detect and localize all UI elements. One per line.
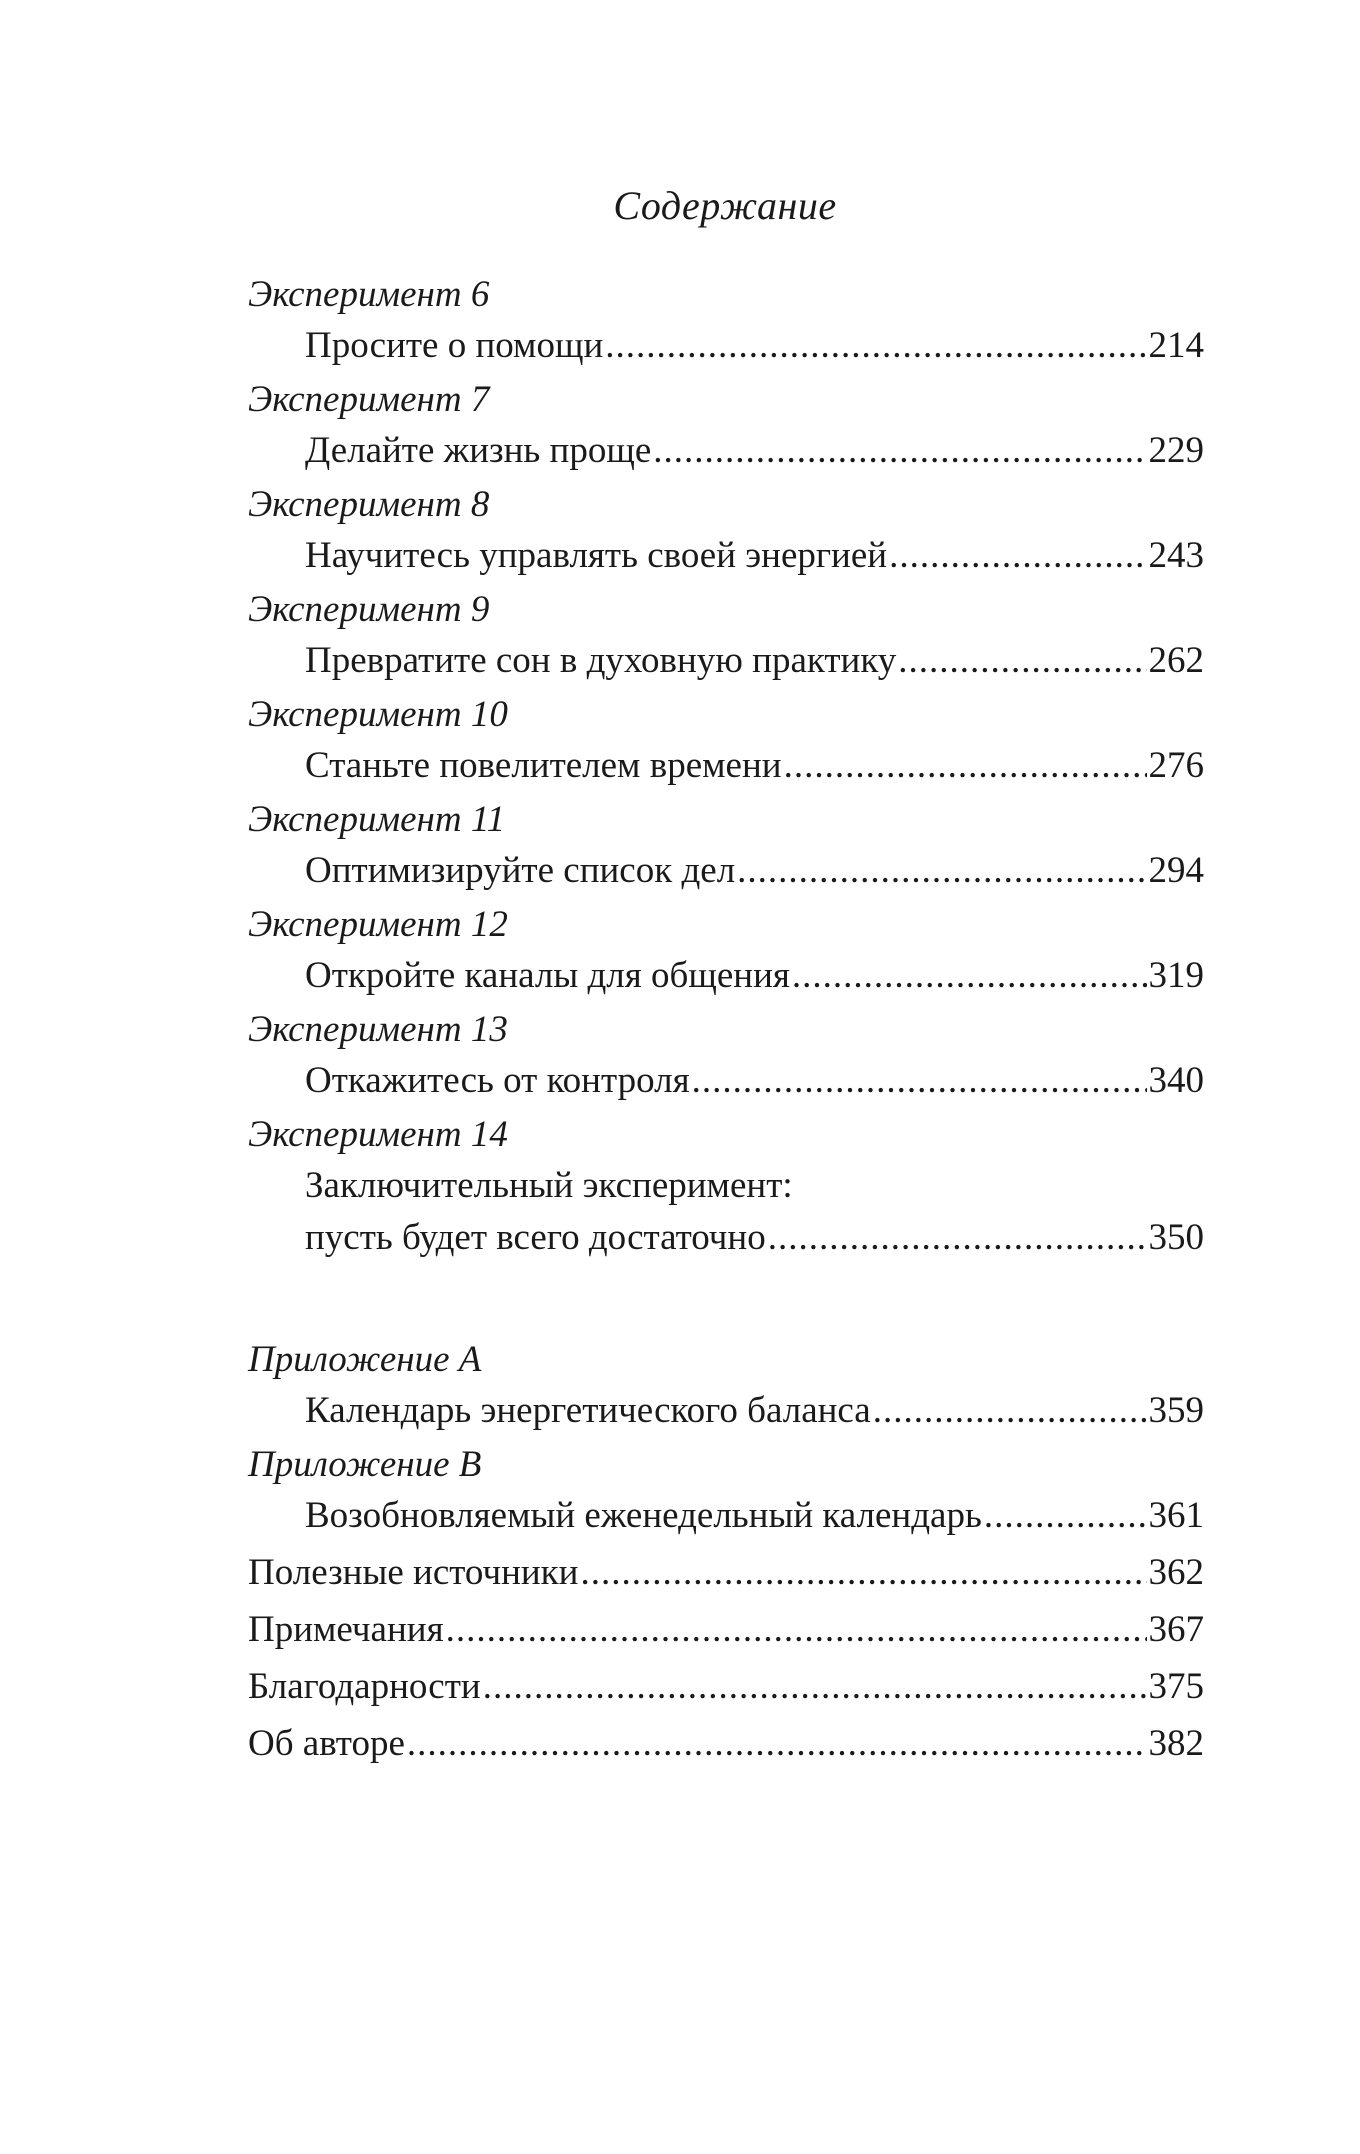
entry-label: Эксперимент 6 [248,274,490,315]
toc-link[interactable] [248,740,1204,792]
entry-title: Возобновляемый еженедельный календарь [305,1495,982,1536]
toc-entry-experiment-9 [248,585,1204,687]
entry-title: пусть будет всего достаточно [305,1217,766,1258]
entry-label: Эксперимент 12 [248,904,508,945]
entry-title: Научитесь управлять своей энергией [305,535,888,576]
toc-link[interactable] [248,635,1204,687]
entry-label: Эксперимент 10 [248,694,508,735]
entry-title: Делайте жизнь проще [305,430,652,471]
entry-title: Оптимизируйте список дел [305,850,736,891]
entry-title: Полезные источники [248,1552,579,1593]
entry-label: Эксперимент 8 [248,484,490,525]
entry-label: Эксперимент 11 [248,799,506,840]
toc-link-about-author[interactable] [248,1718,1204,1770]
entry-label: Эксперимент 9 [248,589,490,630]
toc-entry-experiment-7 [248,375,1204,477]
dot-leader [653,425,1146,477]
toc-entry-experiment-8 [248,480,1204,582]
entry-title-line-1: Заключительный эксперимент: [305,1165,793,1206]
toc-entry-experiment-12 [248,900,1204,1002]
toc-entry-experiment-13 [248,1005,1204,1107]
toc-entry-appendix-b [248,1440,1204,1542]
toc-entry-experiment-14 [248,1110,1204,1264]
toc-link-notes[interactable] [248,1604,1204,1656]
entry-title: Календарь энергетического баланса [305,1390,871,1431]
dot-leader [784,740,1147,792]
page-number: 294 [1148,850,1204,891]
dot-leader [580,1547,1146,1599]
dot-leader [898,635,1146,687]
toc-link[interactable] [248,530,1204,582]
entry-title: Станьте повелителем времени [305,745,782,786]
dot-leader [792,950,1147,1002]
page-number: 362 [1148,1552,1204,1593]
toc-link-acknowledgements[interactable] [248,1661,1204,1713]
page-number: 229 [1148,430,1204,471]
page-number: 382 [1148,1723,1204,1764]
toc-link[interactable] [248,1055,1204,1107]
toc-link[interactable] [248,845,1204,897]
dot-leader [889,530,1146,582]
dot-leader [407,1718,1147,1770]
page-number: 361 [1148,1495,1204,1536]
page-number: 375 [1148,1666,1204,1707]
entry-title: Откройте каналы для общения [305,955,790,996]
dot-leader [737,845,1146,897]
dot-leader [446,1604,1147,1656]
page-number: 276 [1148,745,1204,786]
page-number: 340 [1148,1060,1204,1101]
toc-link[interactable] [248,1385,1204,1437]
entry-title: Примечания [248,1609,444,1650]
page-number: 350 [1148,1217,1204,1258]
toc-link[interactable] [248,1490,1204,1542]
toc-entry-experiment-10 [248,690,1204,792]
section-divider-space [248,1264,1204,1335]
toc-link[interactable] [248,1212,1204,1264]
entry-label: Приложение A [248,1339,482,1380]
dot-leader [984,1490,1147,1542]
page-number: 262 [1148,640,1204,681]
toc-entry-experiment-11 [248,795,1204,897]
toc-link[interactable] [248,320,1204,372]
entry-title: Превратите сон в духовную практику [305,640,897,681]
toc-entry-appendix-a [248,1335,1204,1437]
entry-title: Об авторе [248,1723,405,1764]
entry-label: Приложение B [248,1444,482,1485]
dot-leader [768,1212,1147,1264]
entry-title: Благодарности [248,1666,481,1707]
dot-leader [692,1055,1147,1107]
page-number: 214 [1148,325,1204,366]
entry-label: Эксперимент 13 [248,1009,508,1050]
table-of-contents [248,270,1204,1770]
dot-leader [483,1661,1147,1713]
entry-label: Эксперимент 14 [248,1114,508,1155]
entry-title: Откажитесь от контроля [305,1060,690,1101]
dot-leader [873,1385,1147,1437]
toc-link[interactable] [248,425,1204,477]
page-number: 243 [1148,535,1204,576]
entry-title: Просите о помощи [305,325,604,366]
toc-link[interactable] [248,950,1204,1002]
toc-entry-experiment-6 [248,270,1204,372]
page-number: 359 [1148,1390,1204,1431]
dot-leader [605,320,1146,372]
page-number: 319 [1148,955,1204,996]
entry-label: Эксперимент 7 [248,379,490,420]
toc-heading: Содержание [613,183,837,228]
page-number: 367 [1148,1609,1204,1650]
toc-link-useful-sources[interactable] [248,1547,1204,1599]
